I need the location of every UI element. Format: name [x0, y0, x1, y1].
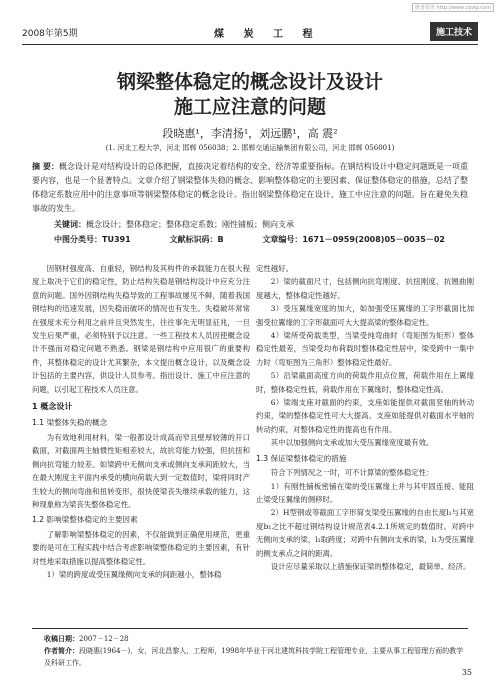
- article-title: [0, 70, 500, 120]
- left-column: [32, 262, 250, 581]
- abstract-label: 摘 要：: [32, 162, 59, 171]
- paragraph: 设计应尽量采取以上措施保证梁的整体稳定，最简单、经济。: [270, 561, 471, 571]
- footnote-divider: [32, 628, 468, 629]
- paragraph: 符合下列情况之一时，可不计算梁的整体稳定性：: [270, 468, 434, 478]
- paragraph: 为有效地利用材料，梁一般都设计成高而窄且壁厚较薄的开口截面，对截面两主轴惯性矩相差较大，故抗弯能力较强，但抗扭和侧向抗弯能力较差。如梁跨中无侧向支承或侧向支承间距较大，当在最大刚度主平面内承受的横向荷载大到一定数值时，梁将同时产生较大的侧向弯曲和扭转变形，很快使梁丧失继续承载的能力，这种现象称为梁丧失整体稳定性。: [32, 432, 250, 509]
- classification-line: [54, 234, 481, 245]
- authors: 段晓惠¹，李清扬¹，刘远鹏¹，高 震²: [162, 127, 338, 140]
- article-number: 文章编号：1671－0959(2008)05－0035－02: [262, 235, 445, 244]
- paragraph: 5）沿梁截面高度方向的荷载作用点位置，荷载作用在上翼缘时，整体稳定性低，荷载作用在下翼缘时，整体稳定性高。: [256, 371, 474, 394]
- keywords-text: 概念设计；整体稳定；整体稳定系数；刚性铺板；侧向支承: [86, 220, 294, 229]
- received-date: [44, 633, 464, 645]
- keywords-label: 关键词：: [54, 220, 86, 229]
- paragraph: 2）H型钢或等截面工字形简支梁受压翼缘的自由长度l₁与其宽度b₁之比不超过钢结构设计规范表4.2.1所规定的数值时。对跨中无侧向支承的梁，l₁取跨度；对跨中有侧向支承的梁，l₁为受压翼缘的侧支承点之间的距离。: [256, 508, 474, 558]
- right-column: [256, 262, 474, 573]
- author-bio-label: 作者简介：: [44, 647, 79, 655]
- paragraph: 1）梁的跨度或受压翼缘侧向支承的间距越小，整体稳: [46, 569, 222, 579]
- header-divider: [22, 44, 478, 45]
- paragraph: 6）梁端支座对截面的约束，支座如能提供对截面竖轴的转动约束，梁的整体稳定性可大大提高。支座如能提供对截面水平轴的转动约束，对整体稳定性的提高也有作用。: [256, 398, 474, 434]
- title-line-2: 施工应注意的问题: [173, 96, 326, 118]
- author-bio-text: 段晓惠(1964－)，女，河北昌黎人，工程师，1998年毕业于河北建筑科技学院工程管理专业，主要从事工程管理方面的教学及科研工作。: [44, 647, 464, 667]
- paragraph: 其中以加强侧向支承或加大受压翼缘宽度最有效。: [270, 438, 434, 448]
- paragraph: 2）梁的截面尺寸，包括侧向抗弯刚度、抗扭刚度、抗翘曲刚度越大，整体稳定性越好。: [256, 277, 474, 300]
- paragraph: 3）受压翼缘宽度的加大，如加强受压翼缘的工字形截面比加强受拉翼缘的工字形截面可大大提高梁的整体稳定性。: [256, 304, 474, 327]
- subsection-heading: 1.3 保证梁整体稳定的措施: [256, 453, 347, 463]
- author-bio: [44, 645, 464, 669]
- abstract: [32, 160, 468, 216]
- watermark: 维普资讯 http://www.cqvip.com: [412, 3, 494, 12]
- title-line-1: 钢梁整体稳定的概念设计及设计: [116, 71, 383, 93]
- paragraph: 4）梁所受荷载类型，当梁受纯弯曲时（弯矩图为矩形）整体稳定性最差，当梁受均布荷载时整体稳定性居中，梁受跨中一集中力时（弯矩图为三角形）整体稳定性最好。: [256, 331, 474, 367]
- document-code: 文献标识码：B: [169, 235, 224, 244]
- page-number: 35: [461, 668, 472, 677]
- abstract-text: 概念设计是对结构设计的总体把握，直接决定着结构的安全、经济等重要指标。在钢结构设计中稳定问题既是一项重要内容，也是一个显著特点。文章介绍了钢梁整体失稳的概念、影响整体稳定的主要因素、保证整体稳定的措施，总结了整体稳定系数应用中的注意事项等钢梁整体稳定的概念设计。指出钢梁整体稳定在设计、施工中应注意的问题。旨在避免失稳事故的发生。: [32, 162, 468, 213]
- running-header: [22, 22, 478, 42]
- section-badge: 施工技术: [430, 22, 478, 41]
- paragraph: 定性越好。: [256, 264, 293, 273]
- keywords: [54, 219, 294, 230]
- paragraph: 因钢材强度高、自重轻，钢结构及其构件的承载能力在很大程度上取决于它们的稳定性，防止结构失稳是钢结构设计中应充分注意的问题。国外因钢结构失稳导致的工程事故屡见不鲜，随着我国钢结构的迅速发展，因失稳而破坏的情况也有发生。失稳破坏常常在强度未充分利用之前并且突然发生，往往事先无明显征兆，一旦发生后果严重，必须特别予以注意。一些工程技术人员因使概念设计不强而对稳定问题不熟悉。钢梁是钢结构中应用很广的重要构件，其整体稳定的设计尤其繁杂，本文提出概念设计，以及概念设计包括的主要内容，供设计人员参考。指出设计、施工中应注意的问题，以引起工程技术人员注意。: [32, 264, 250, 394]
- affiliation: (1. 河北工程大学，河北 邯郸 056038；2. 邯郸交通运输集团有限公司，河北 邯郸 056001): [105, 144, 395, 152]
- section-heading: 1 概念设计: [32, 402, 73, 412]
- clc-number: 中图分类号：TU391: [54, 235, 131, 244]
- paragraph: 了解影响梁整体稳定的因素，不仅能做到正确使用规范，更重要的是可在工程实践中结合考虑影响梁整体稳定的主要因素，有针对性地采取措施以提高整体稳定性。: [32, 529, 250, 566]
- issue-label: 2008年第5期: [22, 29, 78, 39]
- paragraph: 1）有刚性铺板密铺在梁的受压翼缘上并与其牢固连接、能阻止梁受压翼缘的侧移时。: [256, 481, 474, 504]
- journal-name: 煤 炭 工 程: [214, 29, 321, 40]
- subsection-heading: 1.2 影响梁整体稳定的主要因素: [32, 515, 138, 525]
- received-label: 收稿日期：: [44, 635, 79, 643]
- received-value: 2007－12－28: [79, 635, 129, 643]
- subsection-heading: 1.1 梁整体失稳的概念: [32, 418, 108, 428]
